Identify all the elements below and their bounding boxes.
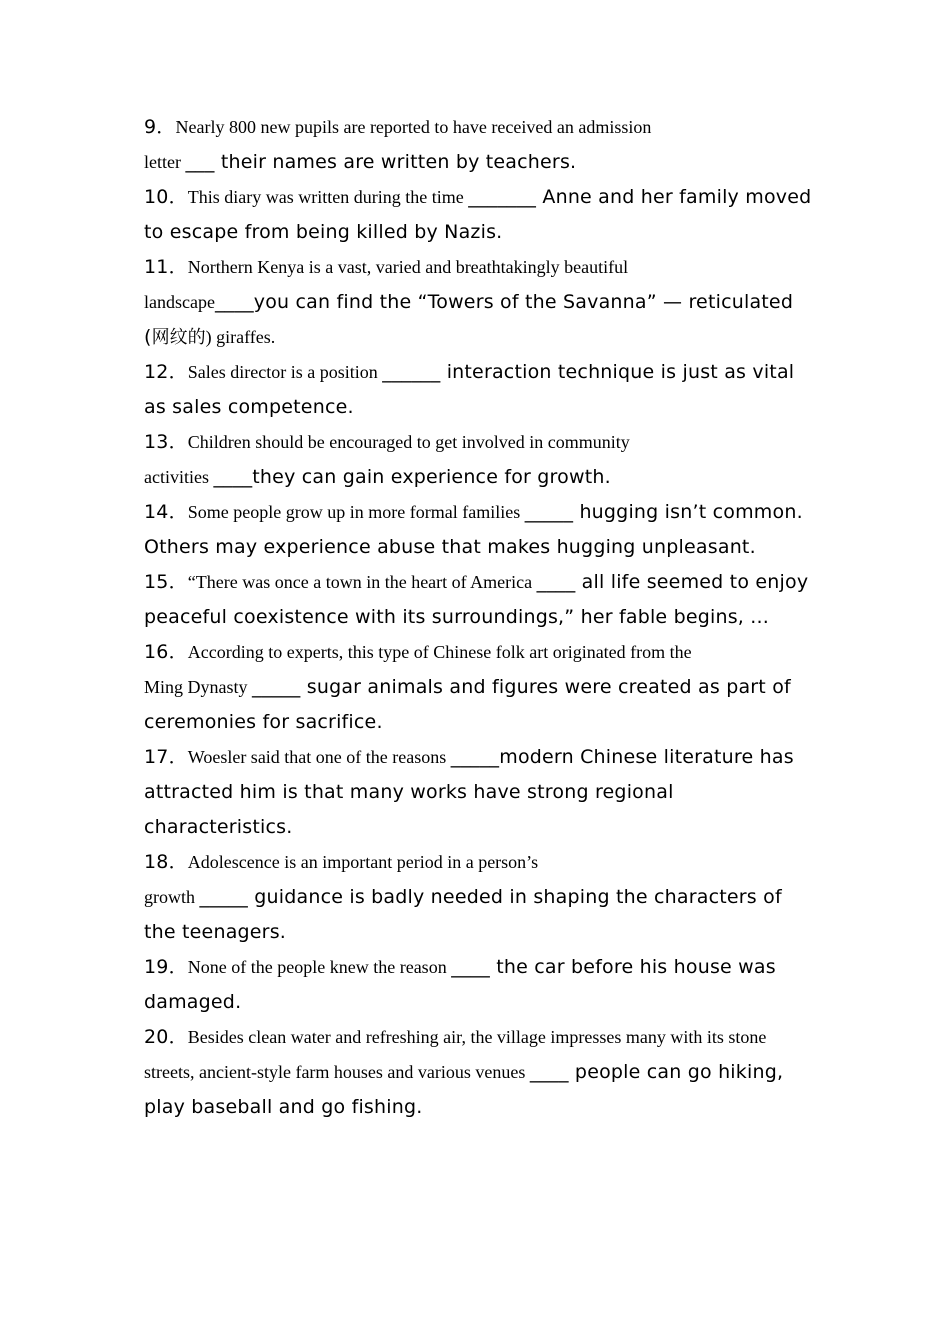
question-text-continued: _____ sugar animals and figures were created as part of ceremonies for sacrifice. (144, 676, 791, 733)
question-text-continued: _______ Anne and her family moved to escape from being killed by Nazis. (144, 186, 812, 243)
question-text: Sales director is a position (187, 362, 383, 382)
question-text: activities (144, 467, 214, 487)
question-text-continued: _____ hugging isn’t common. Others may experience abuse that makes hugging unpleasant. (144, 501, 803, 558)
question-text: landscape (144, 292, 215, 312)
question-text: Ming Dynasty (144, 677, 252, 697)
question-text: Adolescence is an important period in a person’s (187, 852, 539, 872)
question-item (144, 250, 814, 355)
question-text: growth (144, 887, 200, 907)
question-item (144, 1020, 814, 1125)
question-number: 13． (144, 431, 188, 453)
question-text-continued: ____ people can go hiking, play baseball and go fishing. (144, 1061, 784, 1118)
question-text-continued: ___ their names are written by teachers. (185, 151, 577, 173)
question-text-continued: ______ interaction technique is just as vital as sales competence. (144, 361, 795, 418)
question-text-continued: ____you can find the “Towers of the Savanna” — reticulated ( (144, 291, 794, 348)
question-number: 20． (144, 1026, 188, 1048)
question-item (144, 110, 814, 180)
question-list (144, 110, 814, 1125)
question-number: 19． (144, 956, 188, 978)
question-number: 18． (144, 851, 188, 873)
question-item (144, 495, 814, 565)
question-item (144, 845, 814, 950)
question-number: 14． (144, 501, 188, 523)
question-text: According to experts, this type of Chinese folk art originated from the (187, 642, 692, 662)
question-text: letter (144, 152, 186, 172)
question-item (144, 425, 814, 495)
question-item (144, 355, 814, 425)
question-text: “There was once a town in the heart of America (187, 572, 537, 592)
question-item (144, 740, 814, 845)
question-number: 9． (144, 116, 176, 138)
question-text: Nearly 800 new pupils are reported to have received an admission (175, 117, 652, 137)
question-text-continued: _____modern Chinese literature has attracted him is that many works have strong regional characteristics. (144, 746, 794, 838)
question-text: 网纹的) giraffes. (151, 327, 276, 347)
question-number: 16． (144, 641, 188, 663)
question-text: None of the people knew the reason (187, 957, 452, 977)
question-text: Woesler said that one of the reasons (187, 747, 451, 767)
question-text: Besides clean water and refreshing air, the village impresses many with its stone streets, ancient-style farm houses and various venues (144, 1027, 767, 1082)
question-text: This diary was written during the time (187, 187, 469, 207)
question-text-continued: _____ guidance is badly needed in shaping the characters of the teenagers. (144, 886, 782, 943)
question-text-continued: ____ the car before his house was damaged. (144, 956, 776, 1013)
question-text: Some people grow up in more formal families (187, 502, 525, 522)
question-item (144, 950, 814, 1020)
question-item (144, 180, 814, 250)
question-text-continued: ____they can gain experience for growth. (213, 466, 611, 488)
question-number: 17． (144, 746, 188, 768)
question-number: 10． (144, 186, 188, 208)
question-number: 11． (144, 256, 188, 278)
question-text: Children should be encouraged to get involved in community (187, 432, 630, 452)
question-item (144, 565, 814, 635)
question-item (144, 635, 814, 740)
question-text-continued: ____ all life seemed to enjoy peaceful coexistence with its surroundings,” her fable begins, ... (144, 571, 809, 628)
question-text: Northern Kenya is a vast, varied and breathtakingly beautiful (187, 257, 629, 277)
question-number: 15． (144, 571, 188, 593)
question-number: 12． (144, 361, 188, 383)
